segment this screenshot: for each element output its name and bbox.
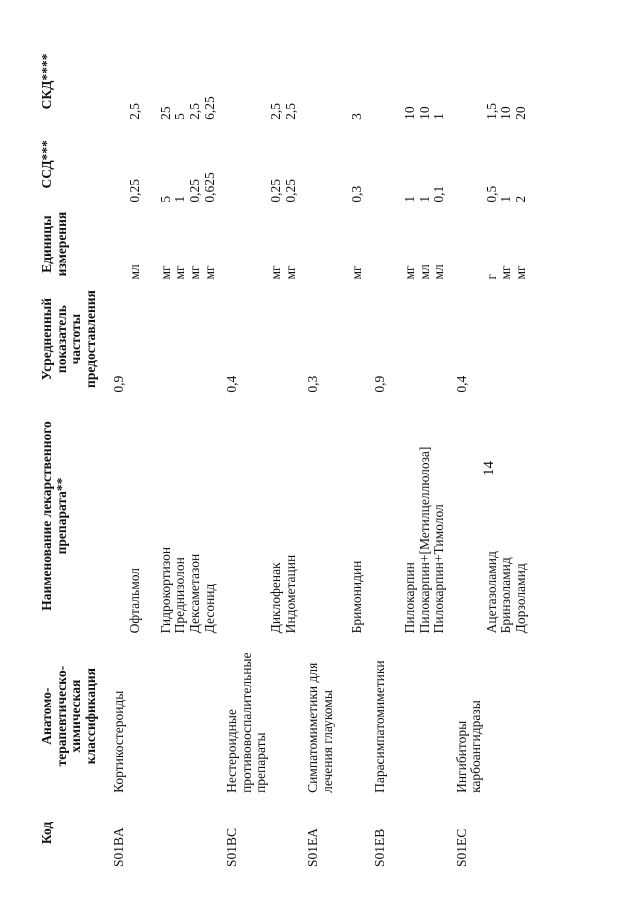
header-drug: Наименование лекарственного препарата** [39, 421, 69, 611]
skd-value: 10 [416, 106, 432, 120]
skd-value: 2,5 [268, 103, 284, 120]
ssd-value: 0,5 [483, 185, 499, 203]
ssd-list [298, 123, 365, 206]
skd-list [217, 40, 298, 123]
ssd-value: 0,25 [282, 179, 298, 203]
unit-value: г [483, 274, 499, 280]
drug-list [447, 396, 529, 637]
unit-value: мг [201, 265, 217, 280]
group-frequency: 0,9 [111, 375, 127, 393]
ssd-value: 1 [172, 195, 188, 203]
group-classification: Парасимпатомиметики [371, 660, 387, 793]
group-code: S01EB [371, 828, 387, 867]
group-classification: Нестероидные противовоспалительные препараты [224, 652, 269, 793]
skd-value: 10 [401, 106, 417, 120]
unit-value: мг [349, 265, 365, 280]
spacer [306, 126, 350, 203]
ssd-list [217, 123, 298, 206]
spacer [143, 126, 159, 203]
drug-name: Офтальмол [127, 567, 143, 634]
spacer [455, 209, 485, 280]
spacer [306, 209, 350, 280]
unit-value: мг [282, 265, 298, 280]
spacer [225, 43, 269, 120]
table-row [298, 40, 365, 870]
group-classification: Кортикостероиды [111, 690, 127, 793]
rotated-table-sheet [40, 40, 600, 870]
unit-value: мл [431, 264, 447, 280]
spacer [112, 126, 128, 203]
skd-list [365, 40, 447, 123]
spacer [373, 43, 403, 120]
drug-name: Бримонидин [349, 560, 365, 634]
skd-list [447, 40, 529, 123]
unit-value: мг [268, 265, 284, 280]
spacer [373, 126, 403, 203]
drug-name: Пилокарпин [401, 562, 417, 634]
group-code: S01EC [453, 828, 469, 867]
spacer [373, 399, 403, 634]
unit-value: мг [172, 265, 188, 280]
ssd-value: 0,25 [268, 179, 284, 203]
group-frequency: 0,9 [371, 375, 387, 393]
skd-value: 2,5 [127, 103, 143, 120]
spacer [225, 126, 269, 203]
unit-list [365, 206, 447, 283]
spacer [225, 399, 269, 634]
drug-name: Индометацин [282, 554, 298, 634]
drug-name: Ацетазоламид [483, 551, 499, 634]
skd-value: 6,25 [201, 96, 217, 120]
skd-value: 10 [498, 106, 514, 120]
drug-list [298, 396, 365, 637]
spacer [306, 399, 350, 634]
unit-value: мл [416, 264, 432, 280]
skd-value: 1 [431, 113, 447, 120]
drug-name: Гидрокортизон [157, 546, 173, 634]
drug-name: Дорзоламид [512, 563, 528, 634]
skd-value: 5 [172, 113, 188, 120]
drug-name: Пилокарпин+Тимолол [431, 504, 447, 634]
table-row [217, 40, 298, 870]
spacer [112, 209, 128, 280]
spacer [143, 43, 159, 120]
skd-list [104, 40, 217, 123]
unit-value: мг [512, 265, 528, 280]
drug-name: Бринзоламид [498, 557, 514, 634]
table-row [447, 40, 529, 870]
unit-list [298, 206, 365, 283]
header-code: Код [39, 821, 54, 845]
spacer [373, 209, 403, 280]
unit-list [447, 206, 529, 283]
skd-list [298, 40, 365, 123]
spacer [112, 43, 128, 120]
group-classification: Ингибиторы карбоангидразы [453, 700, 484, 793]
group-classification: Симпатомиметики для лечения глаукомы [305, 662, 335, 793]
skd-value: 1,5 [483, 103, 499, 120]
ssd-value: 1 [401, 195, 417, 203]
ssd-value: 0,3 [349, 185, 365, 203]
table-row [365, 40, 447, 870]
unit-list [217, 206, 298, 283]
ssd-value: 1 [416, 195, 432, 203]
skd-value: 2,5 [282, 103, 298, 120]
group-frequency: 0,3 [305, 375, 321, 393]
unit-value: мг [157, 265, 173, 280]
drug-list [217, 396, 298, 637]
header-unit: Единицы измерения [39, 211, 69, 277]
drug-list [104, 396, 217, 637]
drug-name: Дексаметазон [187, 553, 203, 634]
header-classification: Анатомо-терапевтическо-химическая классификация [39, 665, 98, 767]
group-frequency: 0,4 [453, 375, 469, 393]
ssd-list [447, 123, 529, 206]
drug-list [365, 396, 447, 637]
header-skd: СКД**** [39, 53, 54, 110]
table-row [104, 40, 217, 870]
drug-name: Преднизолон [172, 557, 188, 634]
group-code: S01BA [111, 827, 127, 867]
ssd-list [365, 123, 447, 206]
group-frequency: 0,4 [224, 375, 240, 393]
ssd-value: 0,25 [187, 179, 203, 203]
group-code: S01EA [305, 827, 321, 867]
drug-table [40, 40, 528, 870]
unit-list [104, 206, 217, 283]
skd-value: 3 [349, 113, 365, 120]
ssd-value: 0,25 [127, 179, 143, 203]
drug-name: Пилокарпин+[Метилцеллюлоза] [416, 446, 432, 634]
drug-name: Диклофенак [268, 562, 284, 634]
spacer [225, 209, 269, 280]
ssd-value: 5 [157, 195, 173, 203]
unit-value: мг [401, 265, 417, 280]
ssd-value: 2 [512, 195, 528, 203]
spacer [455, 43, 485, 120]
skd-value: 2,5 [187, 103, 203, 120]
skd-value: 20 [512, 106, 528, 120]
header-ssd: ССД*** [39, 140, 54, 189]
spacer [455, 399, 485, 634]
ssd-value: 1 [498, 195, 514, 203]
page-number: 14 [481, 461, 497, 476]
spacer [455, 126, 485, 203]
skd-value: 25 [157, 106, 173, 120]
group-code: S01BC [224, 827, 240, 867]
unit-value: мл [127, 264, 143, 280]
header-frequency: Усредненный показатель частоты предоставления [39, 290, 98, 388]
ssd-list [104, 123, 217, 206]
unit-value: мг [498, 265, 514, 280]
spacer [112, 399, 128, 634]
ssd-value: 0,1 [431, 185, 447, 203]
unit-value: мг [187, 265, 203, 280]
spacer [143, 209, 159, 280]
spacer [306, 43, 350, 120]
drug-name: Десонид [201, 583, 217, 634]
ssd-value: 0,625 [201, 172, 217, 203]
table-header-row [40, 40, 104, 870]
spacer [143, 399, 159, 634]
